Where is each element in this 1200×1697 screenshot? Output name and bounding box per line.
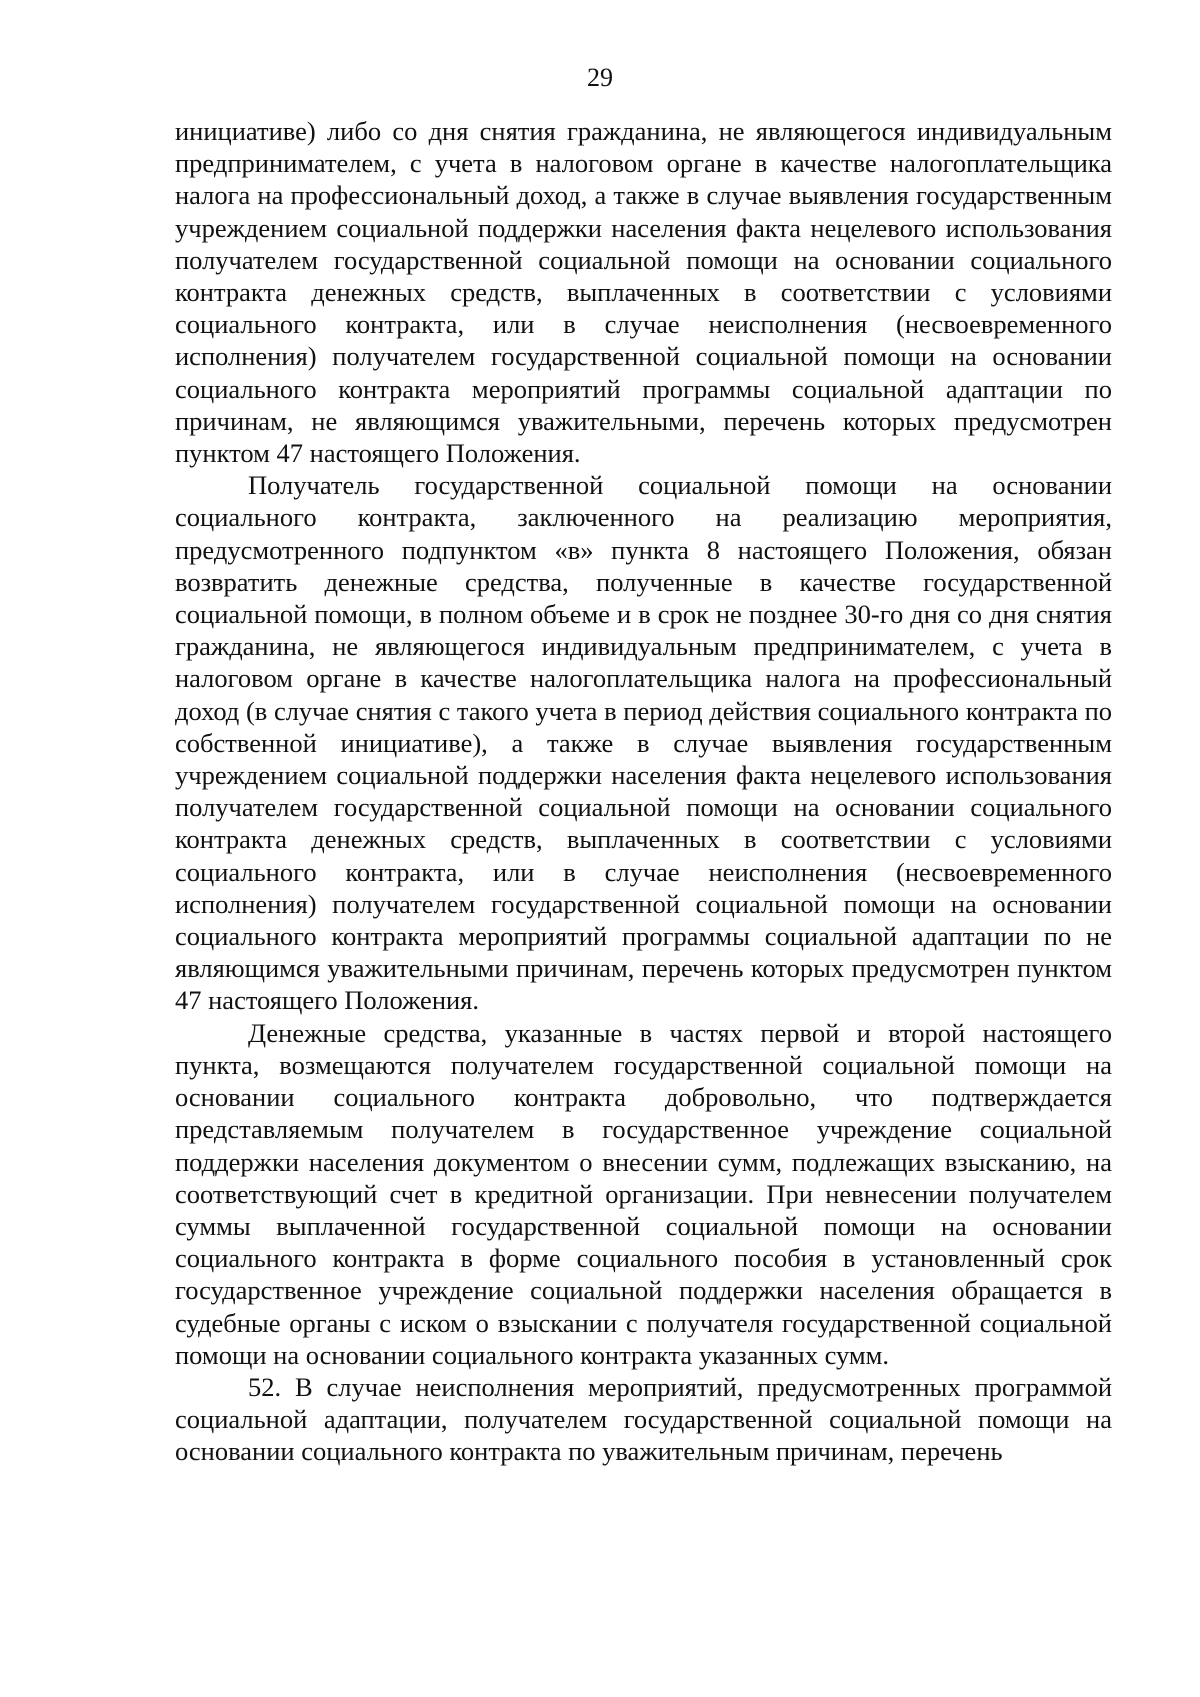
document-body [175, 115, 1112, 1468]
paragraph-item-52: 52. В случае неисполнения мероприятий, предусмотренных программой социальной адаптации, получателем государственной социальной помощи на основании социального контракта по уважительным причинам, перечень [175, 1371, 1112, 1467]
page-number: 29 [587, 63, 613, 92]
paragraph-continuation: инициативе) либо со дня снятия гражданина, не являющегося индивидуальным предпринимателем, с учета в налоговом органе в качестве налогоплательщика налога на профессиональный доход, а также в случае выявления государственным учреждением социальной поддержки населения факта нецелевого использования получателем государственной социальной помощи на основании социального контракта денежных средств, выплаченных в соответствии с условиями социального контракта, или в случае неисполнения (несвоевременного исполнения) получателем государственной социальной помощи на основании социального контракта мероприятий программы социальной адаптации по причинам, не являющимся уважительными, перечень которых предусмотрен пунктом 47 настоящего Положения. [175, 116, 1112, 469]
paragraph-recipient-obligation: Получатель государственной социальной помощи на основании социального контракта, заключенного на реализацию мероприятия, предусмотренного подпунктом «в» пункта 8 настоящего Положения, обязан возвратить денежные средства, полученные в качестве государственной социальной помощи, в полном объеме и в срок не позднее 30-го дня со дня снятия гражданина, не являющегося индивидуальным предпринимателем, с учета в налоговом органе в качестве налогоплательщика налога на профессиональный доход (в случае снятия с такого учета в период действия социального контракта по собственной инициативе), а также в случае выявления государственным учреждением социальной поддержки населения факта нецелевого использования получателем государственной социальной помощи на основании социального контракта денежных средств, выплаченных в соответствии с условиями социального контракта, или в случае неисполнения (несвоевременного исполнения) получателем государственной социальной помощи на основании социального контракта мероприятий программы социальной адаптации по не являющимся уважительными причинам, перечень которых предусмотрен пунктом 47 настоящего Положения. [175, 470, 1112, 1016]
paragraph-reimbursement: Денежные средства, указанные в частях первой и второй настоящего пункта, возмещаются получателем государственной социальной помощи на основании социального контракта добровольно, что подтверждается представляемым получателем в государственное учреждение социальной поддержки населения документом о внесении сумм, подлежащих взысканию, на соответствующий счет в кредитной организации. При невнесении получателем суммы выплаченной государственной социальной помощи на основании социального контракта в форме социального пособия в установленный срок государственное учреждение социальной поддержки населения обращается в судебные органы с иском о взыскании с получателя государственной социальной помощи на основании социального контракта указанных сумм. [175, 1017, 1112, 1370]
